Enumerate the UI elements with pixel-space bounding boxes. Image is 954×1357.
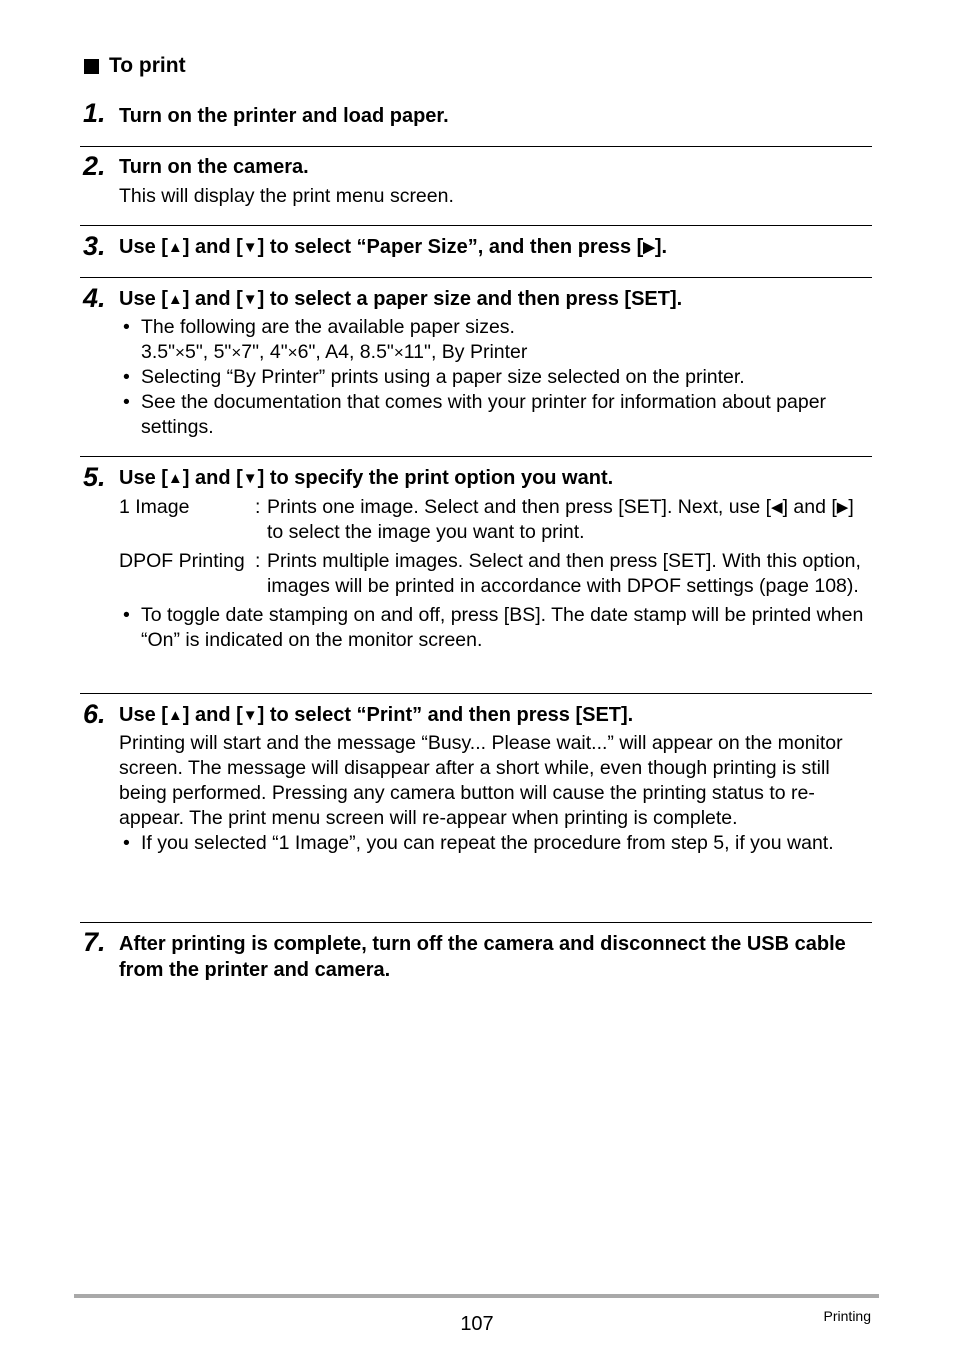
down-triangle-icon: ▼ [242,291,258,308]
page-number: 107 [460,1313,494,1335]
step-heading: Turn on the printer and load paper. [119,105,449,127]
step-body [119,315,871,440]
down-triangle-icon: ▼ [242,470,258,487]
option-description: : Prints multiple images. Select and then press [SET]. With this option, images will be printed in accordance with DPOF settings (page 108). [255,550,861,597]
step-6 [80,693,872,923]
bullet-item: • Selecting “By Printer” prints using a paper size selected on the printer. [123,366,745,388]
step-heading: After printing is complete, turn off the camera and disconnect the USB cable from the printer and camera. [119,933,846,981]
times-icon: × [231,343,242,362]
step-heading: Use [▲] and [▼] to specify the print option you want. [119,465,871,492]
down-triangle-icon: ▼ [242,707,258,724]
up-triangle-icon: ▲ [167,291,183,308]
up-triangle-icon: ▲ [167,239,183,256]
option-description: : Prints one image. Select and then press [SET]. Next, use [◀] and [▶] to select the image you want to print. [255,496,854,543]
up-triangle-icon: ▲ [167,470,183,487]
step-heading: Use [▲] and [▼] to select “Paper Size”, and then press [▶]. [119,234,871,261]
left-triangle-icon: ◀ [771,499,783,516]
bullet-item: • To toggle date stamping on and off, press [BS]. The date stamp will be printed when “On” is indicated on the monitor screen. [123,604,864,651]
section-title [84,54,186,78]
step-number: 7. [83,927,106,957]
step-7 [80,922,872,993]
step-4 [80,277,872,457]
down-triangle-icon: ▼ [242,239,258,256]
times-icon: × [287,343,298,362]
footer-chapter-label: Printing [823,1308,871,1324]
step-5 [80,456,872,694]
bullet-dot: • [123,604,130,626]
bullet-dot: • [123,316,130,338]
times-icon: × [175,343,185,362]
step-number: 4. [83,283,106,313]
right-triangle-icon: ▶ [836,499,849,516]
option-dpof-printing [119,549,871,599]
bullet-item: • If you selected “1 Image”, you can repeat the procedure from step 5, if you want. [123,832,834,854]
black-square-icon [84,59,99,74]
step-heading: Use [▲] and [▼] to select a paper size and then press [SET]. [119,286,871,313]
paper-size-list: 3.5"×5", 5"×7", 4"×6", A4, 8.5"×11", By Printer [141,341,528,363]
option-term: DPOF Printing [119,550,245,572]
step-text: This will display the print menu screen. [119,185,454,207]
up-triangle-icon: ▲ [167,707,183,724]
bullet-dot: • [123,832,130,854]
step-body [119,731,871,856]
step-number: 6. [83,699,106,729]
footer-rule [74,1294,879,1298]
bullet-item: • See the documentation that comes with your printer for information about paper settings. [123,391,827,438]
step-1 [80,98,872,146]
bullet-dot: • [123,366,130,388]
right-triangle-icon: ▶ [643,239,655,256]
step-heading: Use [▲] and [▼] to select “Print” and then press [SET]. [119,702,871,729]
step-text: Printing will start and the message “Busy... Please wait...” will appear on the monitor screen. The message will disappear after a short while, even though printing is still being performed. Pressing any camera button will cause the printing status to re-appear. The print menu screen will re-appear when printing is complete. [119,732,843,829]
bullet-item: • The following are the available paper sizes. 3.5"×5", 5"×7", 4"×6", A4, 8.5"×11", By Printer [123,316,528,363]
step-heading: Turn on the camera. [119,156,309,178]
bullet-dot: • [123,391,130,413]
step-2 [80,146,872,226]
print-option-list [119,495,871,653]
step-number: 5. [83,462,106,492]
step-3 [80,225,872,278]
times-icon: × [393,343,404,362]
section-title-text: To print [109,54,186,77]
step-number: 1. [83,98,106,128]
option-term: 1 Image [119,496,190,518]
step-number: 2. [83,151,106,181]
option-1-image [119,495,871,545]
step-number: 3. [83,231,106,261]
